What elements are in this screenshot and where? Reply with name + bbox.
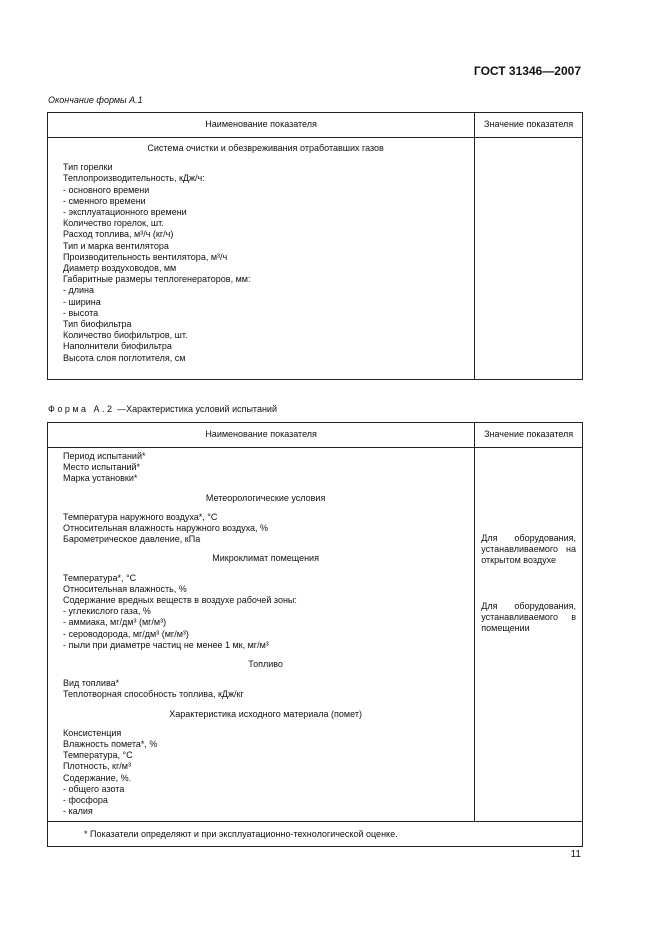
list-item: - ширина (63, 296, 101, 307)
list-item: Содержание вредных веществ в воздухе рабочей зоны: (63, 595, 297, 606)
list-item: Температура наружного воздуха*, °С (63, 511, 218, 522)
list-item: - общего азота (63, 783, 125, 794)
fuel-items (63, 678, 468, 700)
footnote-row (48, 822, 583, 847)
list-item: Производительность вентилятора, м³/ч (63, 251, 228, 262)
list-item: Количество биофильтров, шт. (63, 330, 188, 341)
list-item: Содержание, %. (63, 772, 132, 783)
list-item: Относительная влажность, % (63, 583, 187, 594)
material-items (63, 728, 468, 818)
form1-col-name: Наименование показателя (48, 113, 475, 138)
list-item: Температура*, °С (63, 572, 137, 583)
form1-col-value: Значение показателя (475, 113, 583, 138)
list-item: - высота (63, 307, 99, 318)
footnote: * Показатели определяют и при эксплуатационно-технологической оценке. (48, 822, 583, 847)
form2-caption (48, 404, 277, 414)
list-item: Теплотворная способность топлива, кДж/кг (63, 689, 244, 700)
form2-col-name: Наименование показателя (48, 423, 475, 448)
material-title: Характеристика исходного материала (помет) (169, 708, 362, 719)
list-item: Место испытаний* (63, 462, 141, 473)
list-item: - сероводорода, мг/дм³ (мг/м³) (63, 628, 189, 639)
form2-value-cell (475, 448, 583, 822)
list-item: Расход топлива, м³/ч (кг/ч) (63, 229, 174, 240)
form2-general-items (63, 451, 468, 485)
form1-header-row (48, 113, 583, 138)
microclimate-value-note: Для оборудования, устанавливаемого в помещении (481, 601, 576, 634)
meteo-title: Метеорологические условия (205, 492, 326, 503)
form1-caption: Окончание формы А.1 (48, 95, 143, 105)
form2-body-row (48, 448, 583, 822)
microclimate-items (63, 573, 468, 651)
list-item: Тип горелки (63, 162, 113, 173)
list-item: Теплопроизводительность, кДж/ч: (63, 173, 205, 184)
form2-header-row (48, 423, 583, 448)
list-item: Наполнители биофильтра (63, 341, 172, 352)
form2-col-value: Значение показателя (475, 423, 583, 448)
list-item: - аммиака, мг/дм³ (мг/м³) (63, 617, 167, 628)
list-item: Вид топлива* (63, 678, 120, 689)
list-item: Консистенция (63, 727, 122, 738)
form1-body-row (48, 138, 583, 380)
meteo-items (63, 512, 468, 546)
list-item: - длина (63, 285, 95, 296)
list-item: Тип биофильтра (63, 319, 132, 330)
list-item: Марка установки* (63, 473, 138, 484)
form1-section-title: Система очистки и обезвреживания отработавших газов (147, 143, 384, 153)
microclimate-title: Микроклимат помещения (212, 553, 319, 564)
list-item: - основного времени (63, 184, 150, 195)
list-item: Диаметр воздуховодов, мм (63, 263, 177, 274)
list-item: Плотность, кг/м³ (63, 761, 131, 772)
form2-table (47, 422, 583, 847)
list-item: Количество горелок, шт. (63, 218, 164, 229)
list-item: Высота слоя поглотителя, см (63, 352, 186, 363)
list-item: Относительная влажность наружного воздуха, % (63, 523, 269, 534)
list-item: Период испытаний* (63, 451, 146, 461)
list-item: - эксплуатационного времени (63, 207, 187, 218)
form1-items (63, 162, 468, 375)
list-item: Барометрическое давление, кПа (63, 534, 201, 545)
meteo-value-note: Для оборудования, устанавливаемого на открытом воздухе (481, 533, 576, 566)
list-item: - углекислого газа, % (63, 606, 151, 617)
form1-name-cell (48, 138, 475, 380)
list-item: - сменного времени (63, 195, 146, 206)
page-number: 11 (570, 849, 581, 860)
list-item: Влажность помета*, % (63, 739, 158, 750)
fuel-title: Топливо (248, 659, 283, 670)
form2-caption-prefix: Форма А.2 (48, 404, 115, 414)
list-item: Температура, °С (63, 750, 133, 761)
form1-table (47, 112, 583, 380)
form2-caption-rest: —Характеристика условий испытаний (114, 404, 277, 414)
list-item: - пыли при диаметре частиц не менее 1 мк, мг/м³ (63, 639, 269, 650)
list-item: - калия (63, 806, 93, 817)
list-item: Тип и марка вентилятора (63, 240, 169, 251)
list-item: - фосфора (63, 795, 108, 806)
standard-number: ГОСТ 31346—2007 (473, 64, 581, 78)
form1-value-cell (475, 138, 583, 380)
form2-name-cell (48, 448, 475, 822)
list-item: Габаритные размеры теплогенераторов, мм: (63, 274, 251, 285)
